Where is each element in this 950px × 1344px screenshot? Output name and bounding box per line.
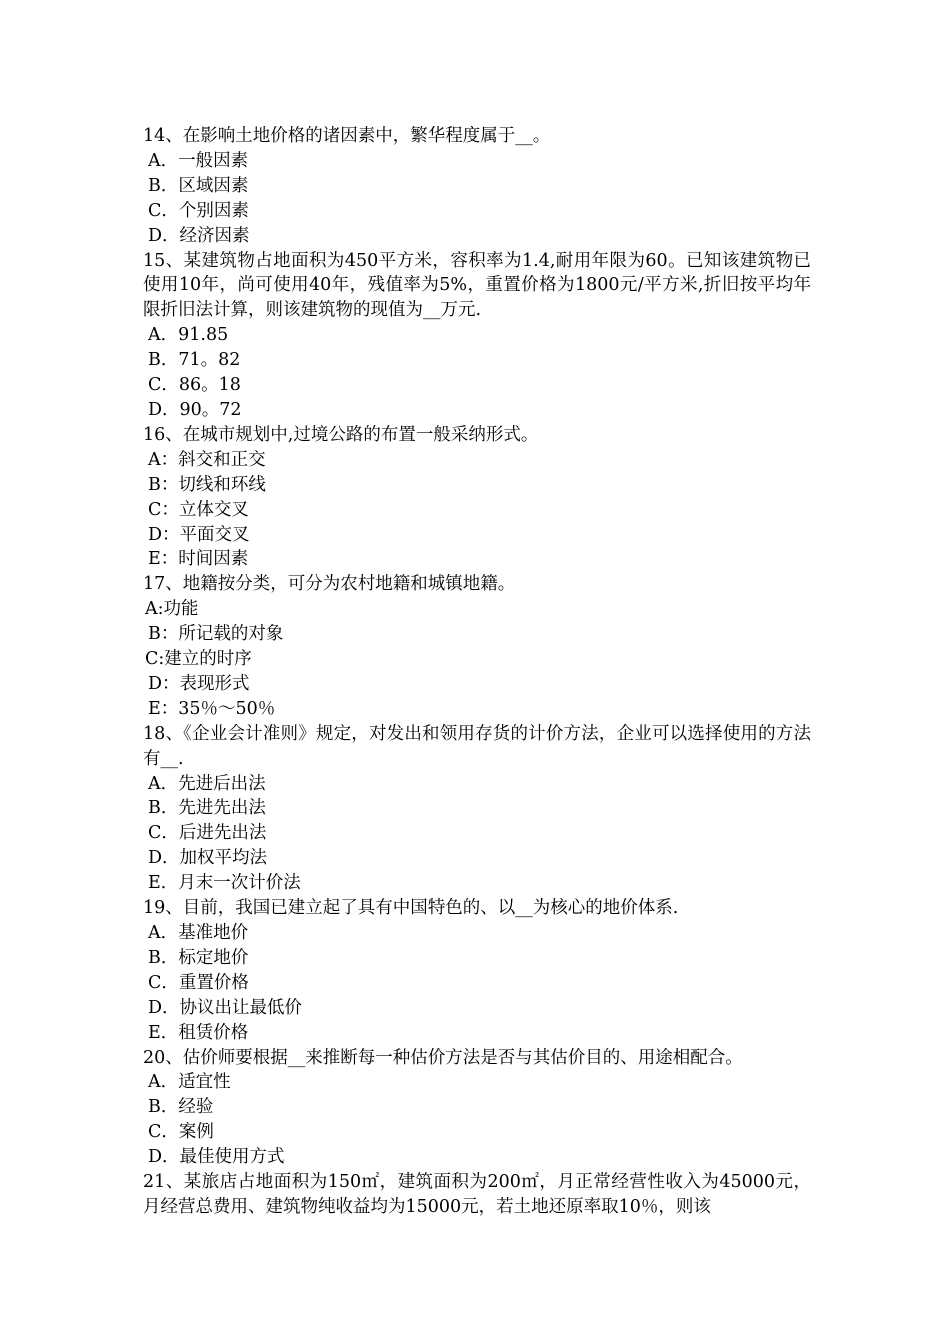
option-b: B．71。82 [148,350,241,371]
option-e: E．租赁价格 [148,1022,249,1043]
option-c: C．个别因素 [148,200,249,221]
question-block [143,1170,811,1220]
option-b: B．区域因素 [148,175,249,196]
question-block [143,124,811,249]
question-block [143,249,811,423]
question-text: 21、某旅店占地面积为150㎡，建筑面积为200㎡，月正常经营性收入为45000元，月经营总费用、建筑物纯收益均为15000元，若土地还原率取10％，则该 [143,1172,811,1217]
option-c: C．86。18 [148,375,241,396]
question-text: 17、地籍按分类，可分为农村地籍和城镇地籍。 [143,574,516,595]
option-a: A:功能 [145,599,199,620]
option-d: D：平面交叉 [148,524,250,545]
question-block [143,896,811,1045]
option-a: A：斜交和正交 [148,449,266,470]
option-c: C．后进先出法 [148,823,267,844]
option-a: A．基准地价 [148,923,249,943]
option-c: C．案例 [148,1122,214,1143]
option-d: D：表现形式 [148,673,250,694]
option-c: C．重置价格 [148,972,249,993]
question-list [143,124,811,1220]
option-d: D．经济因素 [148,225,250,246]
option-c: C:建立的时序 [145,649,252,670]
option-e: E：35％～50％ [148,698,276,719]
question-text: 14、在影响土地价格的诸因素中，繁华程度属于__。 [143,126,551,146]
question-block [143,572,811,721]
question-block [143,423,811,572]
option-b: B．标定地价 [148,947,249,968]
option-a: A．一般因素 [148,150,249,171]
question-block [143,1046,811,1171]
option-b: B．先进先出法 [148,798,266,819]
option-d: D．协议出让最低价 [148,997,303,1018]
option-a: A．91.85 [148,325,229,346]
question-text: 16、在城市规划中,过境公路的布置一般采纳形式。 [143,424,539,445]
question-text: 15、某建筑物占地面积为450平方米，容积率为1.4,耐用年限为60。已知该建筑物已使用10年，尚可使用40年，残值率为5%，重置价格为1800元/平方米,折旧按平均年限折旧法计算，则该建筑物的现值为__万元. [143,250,811,321]
question-text: 20、估价师要根据__来推断每一种估价方法是否与其估价目的、用途相配合。 [143,1047,743,1068]
option-d: D．90。72 [148,399,242,420]
option-e: E．月末一次计价法 [148,873,301,894]
option-b: B：所记载的对象 [148,624,284,645]
question-block [143,722,811,896]
question-text: 18、《企业会计准则》规定，对发出和领用存货的计价方法，企业可以选择使用的方法有__. [143,723,811,769]
option-b: B：切线和环线 [148,474,266,495]
option-d: D．最佳使用方式 [148,1147,285,1168]
option-d: D．加权平均法 [148,848,268,869]
option-b: B．经验 [148,1097,214,1118]
option-c: C：立体交叉 [148,499,249,520]
option-e: E：时间因素 [148,549,249,570]
option-a: A．适宜性 [148,1072,231,1093]
option-a: A．先进后出法 [148,773,266,794]
question-text: 19、目前，我国已建立起了具有中国特色的、以__为核心的地价体系. [143,898,679,919]
